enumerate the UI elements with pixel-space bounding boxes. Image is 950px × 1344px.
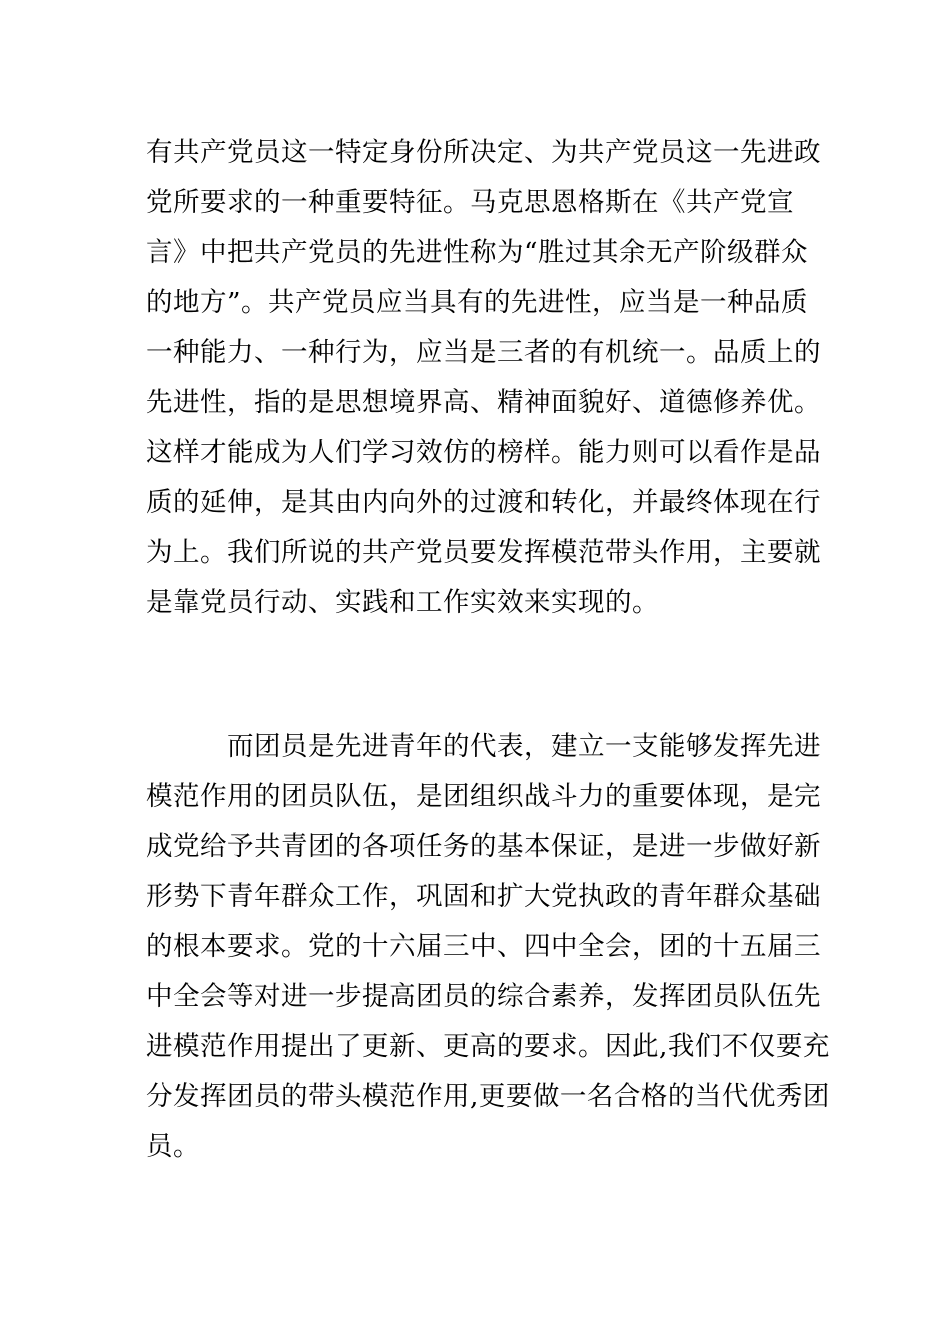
text-line: 的地方”。共产党员应当具有的先进性，应当是一种品质 xyxy=(146,287,809,318)
text-line: 质的延伸，是其由内向外的过渡和转化，并最终体现在行 xyxy=(146,487,821,518)
text-line: 有共产党员这一特定身份所决定、为共产党员这一先进政 xyxy=(146,137,821,168)
text-line: 党所要求的一种重要特征。马克思恩格斯在《共产党宣 xyxy=(146,187,794,218)
text-line: 而团员是先进青年的代表，建立一支能够发挥先进 xyxy=(146,731,821,762)
text-line: 员。 xyxy=(146,1131,200,1162)
text-line: 中全会等对进一步提高团员的综合素养，发挥团员队伍先 xyxy=(146,981,821,1012)
text-line: 言》中把共产党员的先进性称为“胜过其余无产阶级群众 xyxy=(146,237,809,268)
paragraph-1 xyxy=(146,128,826,628)
text-line: 进模范作用提出了更新、更高的要求。因此,我们不仅要充 xyxy=(146,1031,830,1062)
text-line: 成党给予共青团的各项任务的基本保证，是进一步做好新 xyxy=(146,831,821,862)
text-line: 是靠党员行动、实践和工作实效来实现的。 xyxy=(146,587,659,618)
text-line: 这样才能成为人们学习效仿的榜样。能力则可以看作是品 xyxy=(146,437,821,468)
text-line: 的根本要求。党的十六届三中、四中全会，团的十五届三 xyxy=(146,931,821,962)
text-line: 模范作用的团员队伍，是团组织战斗力的重要体现，是完 xyxy=(146,781,821,812)
text-line: 分发挥团员的带头模范作用,更要做一名合格的当代优秀团 xyxy=(146,1081,830,1112)
text-line: 为上。我们所说的共产党员要发挥模范带头作用，主要就 xyxy=(146,537,821,568)
text-line: 形势下青年群众工作，巩固和扩大党执政的青年群众基础 xyxy=(146,881,821,912)
text-line: 一种能力、一种行为，应当是三者的有机统一。品质上的 xyxy=(146,337,821,368)
paragraph-2 xyxy=(146,722,830,1172)
text-line: 先进性，指的是思想境界高、精神面貌好、道德修养优。 xyxy=(146,387,821,418)
